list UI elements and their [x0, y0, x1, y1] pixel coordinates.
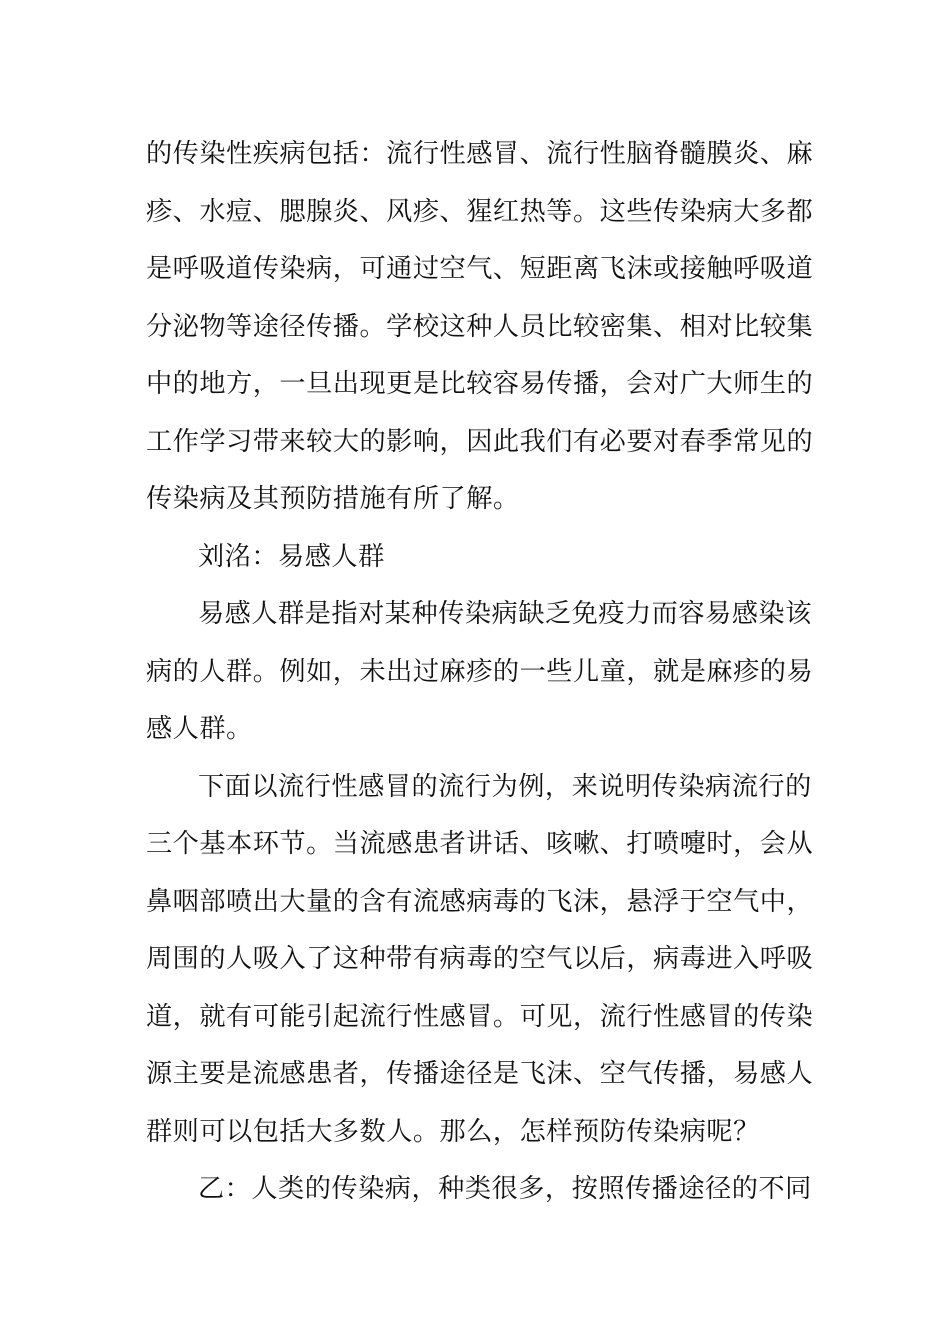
text-line: 道，就有可能引起流行性感冒。可见，流行性感冒的传染: [146, 1001, 814, 1032]
text-line: 群则可以包括大多数人。那么，怎样预防传染病呢？: [146, 1116, 760, 1147]
section-heading: 刘洺：易感人群: [198, 541, 385, 572]
text-line: 易感人群是指对某种传染病缺乏免疫力而容易感染该: [198, 599, 812, 629]
text-line: 乙：人类的传染病，种类很多，按照传播途径的不同: [198, 1174, 812, 1204]
text-line: 源主要是流感患者，传播途径是飞沫、空气传播，易感人: [146, 1059, 814, 1089]
document-body: [146, 126, 814, 1219]
text-line: 疹、水痘、腮腺炎、风疹、猩红热等。这些传染病大多都: [146, 196, 814, 227]
text-line: 鼻咽部喷出大量的含有流感病毒的飞沫，悬浮于空气中，: [146, 886, 814, 917]
text-line: 分泌物等途径传播。学校这种人员比较密集、相对比较集: [146, 311, 814, 342]
text-line: 中的地方，一旦出现更是比较容易传播，会对广大师生的: [146, 369, 814, 399]
text-line: 感人群。: [146, 714, 253, 744]
text-line: 周围的人吸入了这种带有病毒的空气以后，病毒进入呼吸: [146, 944, 814, 974]
text-line: 是呼吸道传染病，可通过空气、短距离飞沫或接触呼吸道: [146, 254, 814, 284]
text-line: 传染病及其预防措施有所了解。: [146, 484, 520, 514]
text-line: 的传染性疾病包括：流行性感冒、流行性脑脊髓膜炎、麻: [146, 139, 814, 169]
text-line: 三个基本环节。当流感患者讲话、咳嗽、打喷嚏时，会从: [146, 829, 814, 859]
text-line: 工作学习带来较大的影响，因此我们有必要对春季常见的: [146, 426, 814, 457]
text-line: 病的人群。例如，未出过麻疹的一些儿童，就是麻疹的易: [146, 656, 814, 687]
text-line: 下面以流行性感冒的流行为例，来说明传染病流行的: [198, 771, 812, 802]
